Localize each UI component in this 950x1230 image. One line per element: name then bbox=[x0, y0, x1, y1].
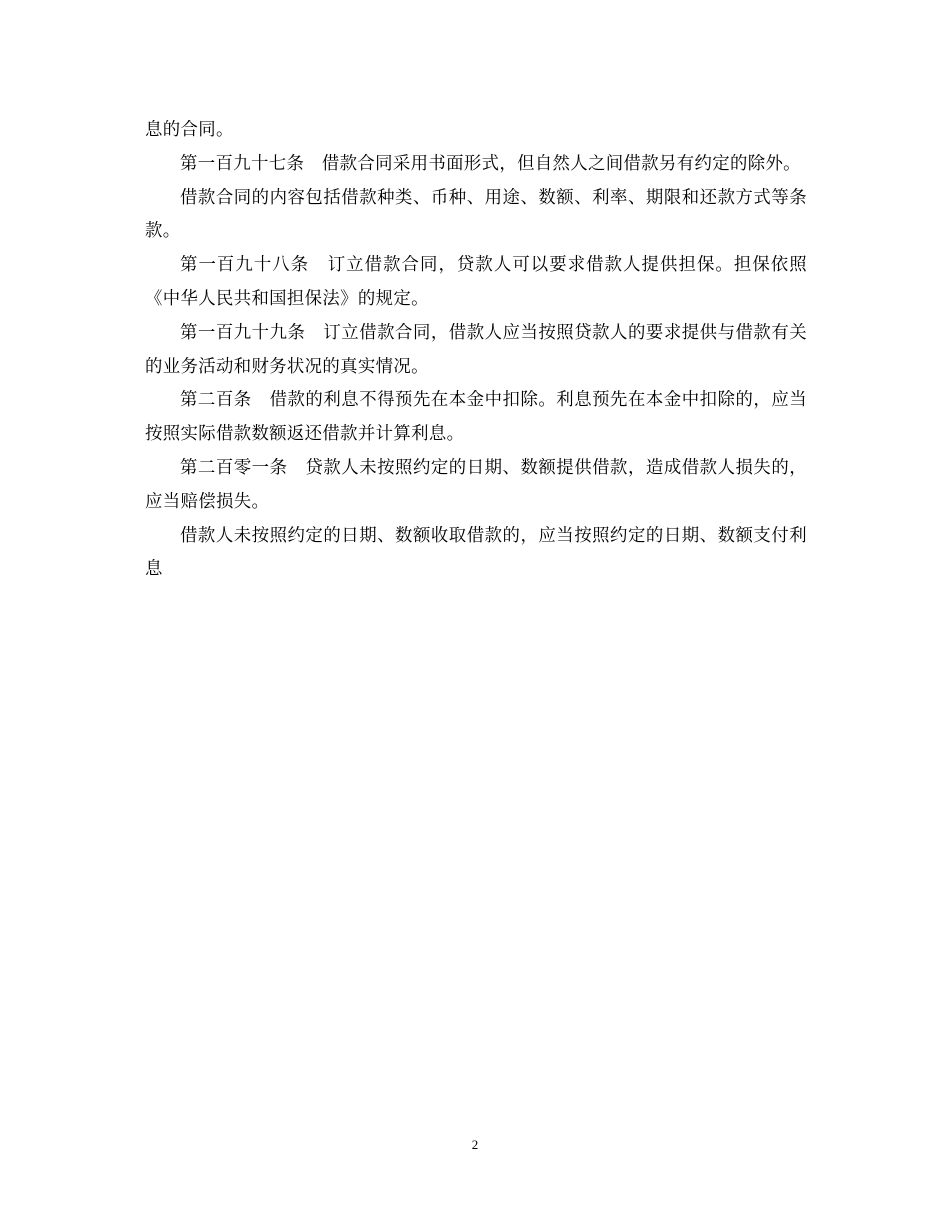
page-number: 2 bbox=[471, 1137, 479, 1152]
paragraph-continuation: 息的合同。 bbox=[145, 120, 234, 140]
paragraph-article-198: 第一百九十八条 订立借款合同，贷款人可以要求借款人提供担保。担保依照《中华人民共和国担保法》的规定。 bbox=[145, 255, 807, 309]
paragraph-article-199: 第一百九十九条 订立借款合同，借款人应当按照贷款人的要求提供与借款有关的业务活动和财务状况的真实情况。 bbox=[145, 322, 807, 377]
paragraph-article-201: 第二百零一条 贷款人未按照约定的日期、数额提供借款，造成借款人损失的，应当赔偿损失。 bbox=[145, 457, 807, 512]
paragraph-contract-content: 借款合同的内容包括借款种类、币种、用途、数额、利率、期限和还款方式等条款。 bbox=[145, 187, 807, 242]
paragraph-article-200: 第二百条 借款的利息不得预先在本金中扣除。利息预先在本金中扣除的，应当按照实际借款数额返还借款并计算利息。 bbox=[145, 390, 807, 445]
paragraph-borrower-interest: 借款人未按照约定的日期、数额收取借款的，应当按照约定的日期、数额支付利息 bbox=[145, 525, 807, 580]
paragraph-article-197: 第一百九十七条 借款合同采用书面形式，但自然人之间借款另有约定的除外。 bbox=[180, 153, 801, 174]
document-body bbox=[145, 114, 807, 587]
